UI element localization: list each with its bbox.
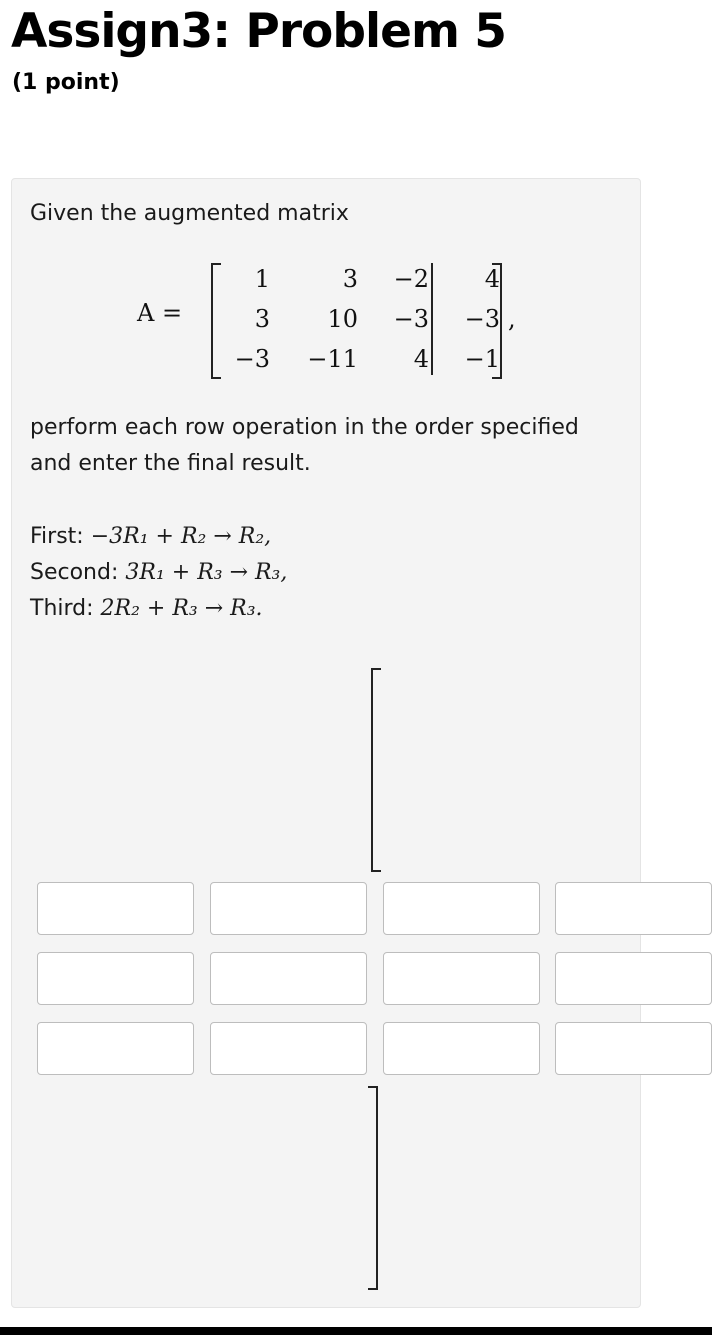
answer-input-r1-c3[interactable] (383, 882, 540, 935)
bottom-bar (0, 1327, 712, 1335)
answer-input-r2-c1[interactable] (37, 952, 194, 1005)
matrix-cell: −2 (393, 265, 429, 293)
operation-second (30, 555, 287, 591)
augmented-matrix (137, 259, 537, 383)
operation-label: Third: (30, 596, 94, 621)
answer-input-r1-c2[interactable] (210, 882, 367, 935)
problem-intro: Given the augmented matrix (30, 201, 349, 226)
answer-matrix-right-bracket (368, 1086, 378, 1290)
operation-expression: 2R₂ + R₃ → R₃. (100, 596, 263, 621)
answer-input-r3-c2[interactable] (210, 1022, 367, 1075)
matrix-trailing-comma: , (508, 305, 516, 333)
answer-input-r2-c2[interactable] (210, 952, 367, 1005)
operation-third (30, 591, 263, 627)
matrix-cell: 3 (254, 305, 270, 333)
matrix-cell: 4 (413, 345, 429, 373)
answer-input-r1-c4[interactable] (555, 882, 712, 935)
matrix-cell: −3 (464, 305, 500, 333)
instruction-line-2: and enter the final result. (30, 451, 311, 476)
answer-input-r3-c1[interactable] (37, 1022, 194, 1075)
operation-expression: −3R₁ + R₂ → R₂, (90, 524, 272, 549)
matrix-cell: 1 (254, 265, 270, 293)
operation-first (30, 519, 271, 555)
operation-label: Second: (30, 560, 119, 585)
operation-expression: 3R₁ + R₃ → R₃, (125, 560, 288, 585)
matrix-cell: −11 (307, 345, 358, 373)
answer-matrix-left-bracket (371, 668, 381, 872)
answer-input-r1-c1[interactable] (37, 882, 194, 935)
matrix-cell: 4 (484, 265, 500, 293)
instruction-line-1: perform each row operation in the order specified (30, 415, 579, 440)
matrix-cell: 10 (327, 305, 358, 333)
page-title: Assign3: Problem 5 (11, 4, 506, 59)
answer-input-r2-c4[interactable] (555, 952, 712, 1005)
matrix-cell: −3 (234, 345, 270, 373)
points-label: (1 point) (12, 70, 120, 95)
answer-input-r2-c3[interactable] (383, 952, 540, 1005)
matrix-cell: −1 (464, 345, 500, 373)
problem-body (11, 178, 641, 1308)
matrix-cell: −3 (393, 305, 429, 333)
answer-input-r3-c3[interactable] (383, 1022, 540, 1075)
operation-label: First: (30, 524, 84, 549)
matrix-cell: 3 (342, 265, 358, 293)
matrix-lhs: A = (137, 299, 183, 327)
answer-input-r3-c4[interactable] (555, 1022, 712, 1075)
